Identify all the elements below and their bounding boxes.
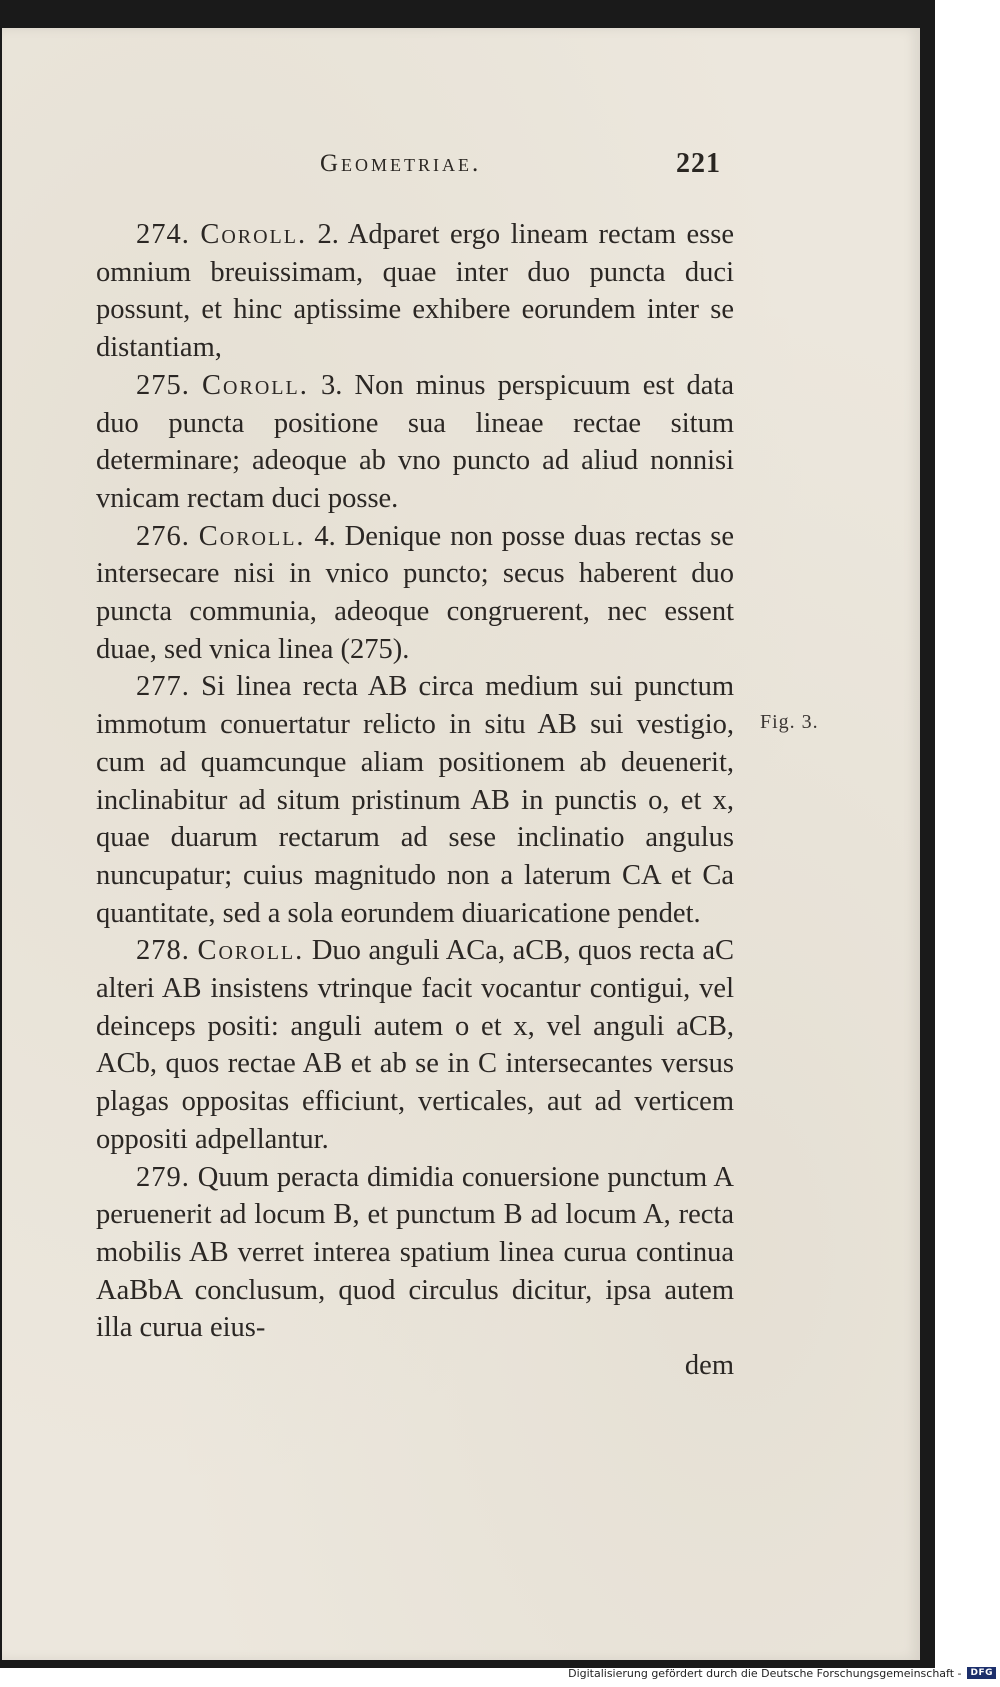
catchword: dem	[684, 1350, 734, 1382]
dfg-logo: DFG	[967, 1667, 996, 1679]
paragraph-278	[96, 932, 734, 1158]
page-number: 221	[676, 148, 721, 179]
paragraph-text: 4. Denique non posse duas rectas se intersecare nisi in vnico puncto; secus haberent duo puncta communia, adeoque congruerent, nec essent duae, sed vnica linea (275).	[96, 520, 735, 665]
paragraph-number: 274.	[136, 219, 190, 250]
running-title: Geometriae.	[320, 150, 482, 177]
paragraph-text: 2. Adparet ergo lineam rectam esse omnium breuissimam, quae inter duo puncta duci possunt, et hinc aptissime exhibere eorundem inter se distantiam,	[96, 219, 735, 364]
book-page	[2, 28, 920, 1660]
paragraph-text: 3. Non minus perspicuum est data duo puncta positione sua lineae rectae situm determinare; adeoque ab vno puncto ad aliud nonnisi vnicam rectam duci posse.	[96, 369, 734, 514]
figure-reference: Fig. 3.	[760, 711, 819, 733]
paragraph-text: Quum peracta dimidia conuersione punctum A peruenerit ad locum B, et punctum B ad locum A, recta mobilis AB verret interea spatium linea curua continua AaBbA conclusum, quod circulus dicitur, ipsa autem illa curua eius-	[96, 1161, 735, 1344]
paragraph-number: 277.	[136, 671, 190, 703]
paragraph-274	[96, 216, 734, 367]
paragraph-text: Duo anguli ACa, aCB, quos recta aC alteri AB insistens vtrinque facit vocantur contigui, vel deinceps positi: anguli autem o et x, vel anguli aCB, ACb, quos rectae AB et ab se in C intersecantes versus plagas oppositas efficiunt, verticales, aut ad verticem oppositi adpellantur.	[96, 935, 735, 1155]
paragraph-276	[96, 518, 734, 669]
paragraph-number: 276.	[136, 520, 190, 552]
body-text	[96, 216, 734, 1385]
paragraph-label: Coroll.	[202, 369, 309, 401]
paragraph-277	[96, 668, 734, 932]
paragraph-label: Coroll.	[200, 219, 308, 250]
paragraph-label: Coroll.	[198, 520, 306, 552]
digitization-credit	[568, 1665, 996, 1681]
paragraph-number: 275.	[136, 369, 190, 401]
paragraph-label: Coroll.	[197, 935, 305, 967]
page-header	[2, 150, 920, 190]
paragraph-text: Si linea recta AB circa medium sui punctum immotum conuertatur relicto in situ AB sui vestigio, cum ad quamcunque aliam positionem ab deuenerit, inclinabitur ad situm pristinum AB in punctis o, et x, quae duarum rectarum ad sese inclinatio angulus nuncupatur; cuius magnitudo non a laterum CA et Ca quantitate, sed a sola eorundem diuaricatione pendet.	[96, 671, 734, 929]
paragraph-279	[96, 1159, 734, 1348]
paragraph-number: 278.	[136, 935, 190, 967]
paragraph-number: 279.	[136, 1161, 190, 1193]
credit-text: Digitalisierung gefördert durch die Deutsche Forschungsgemeinschaft -	[568, 1666, 962, 1680]
paragraph-275	[96, 367, 734, 518]
